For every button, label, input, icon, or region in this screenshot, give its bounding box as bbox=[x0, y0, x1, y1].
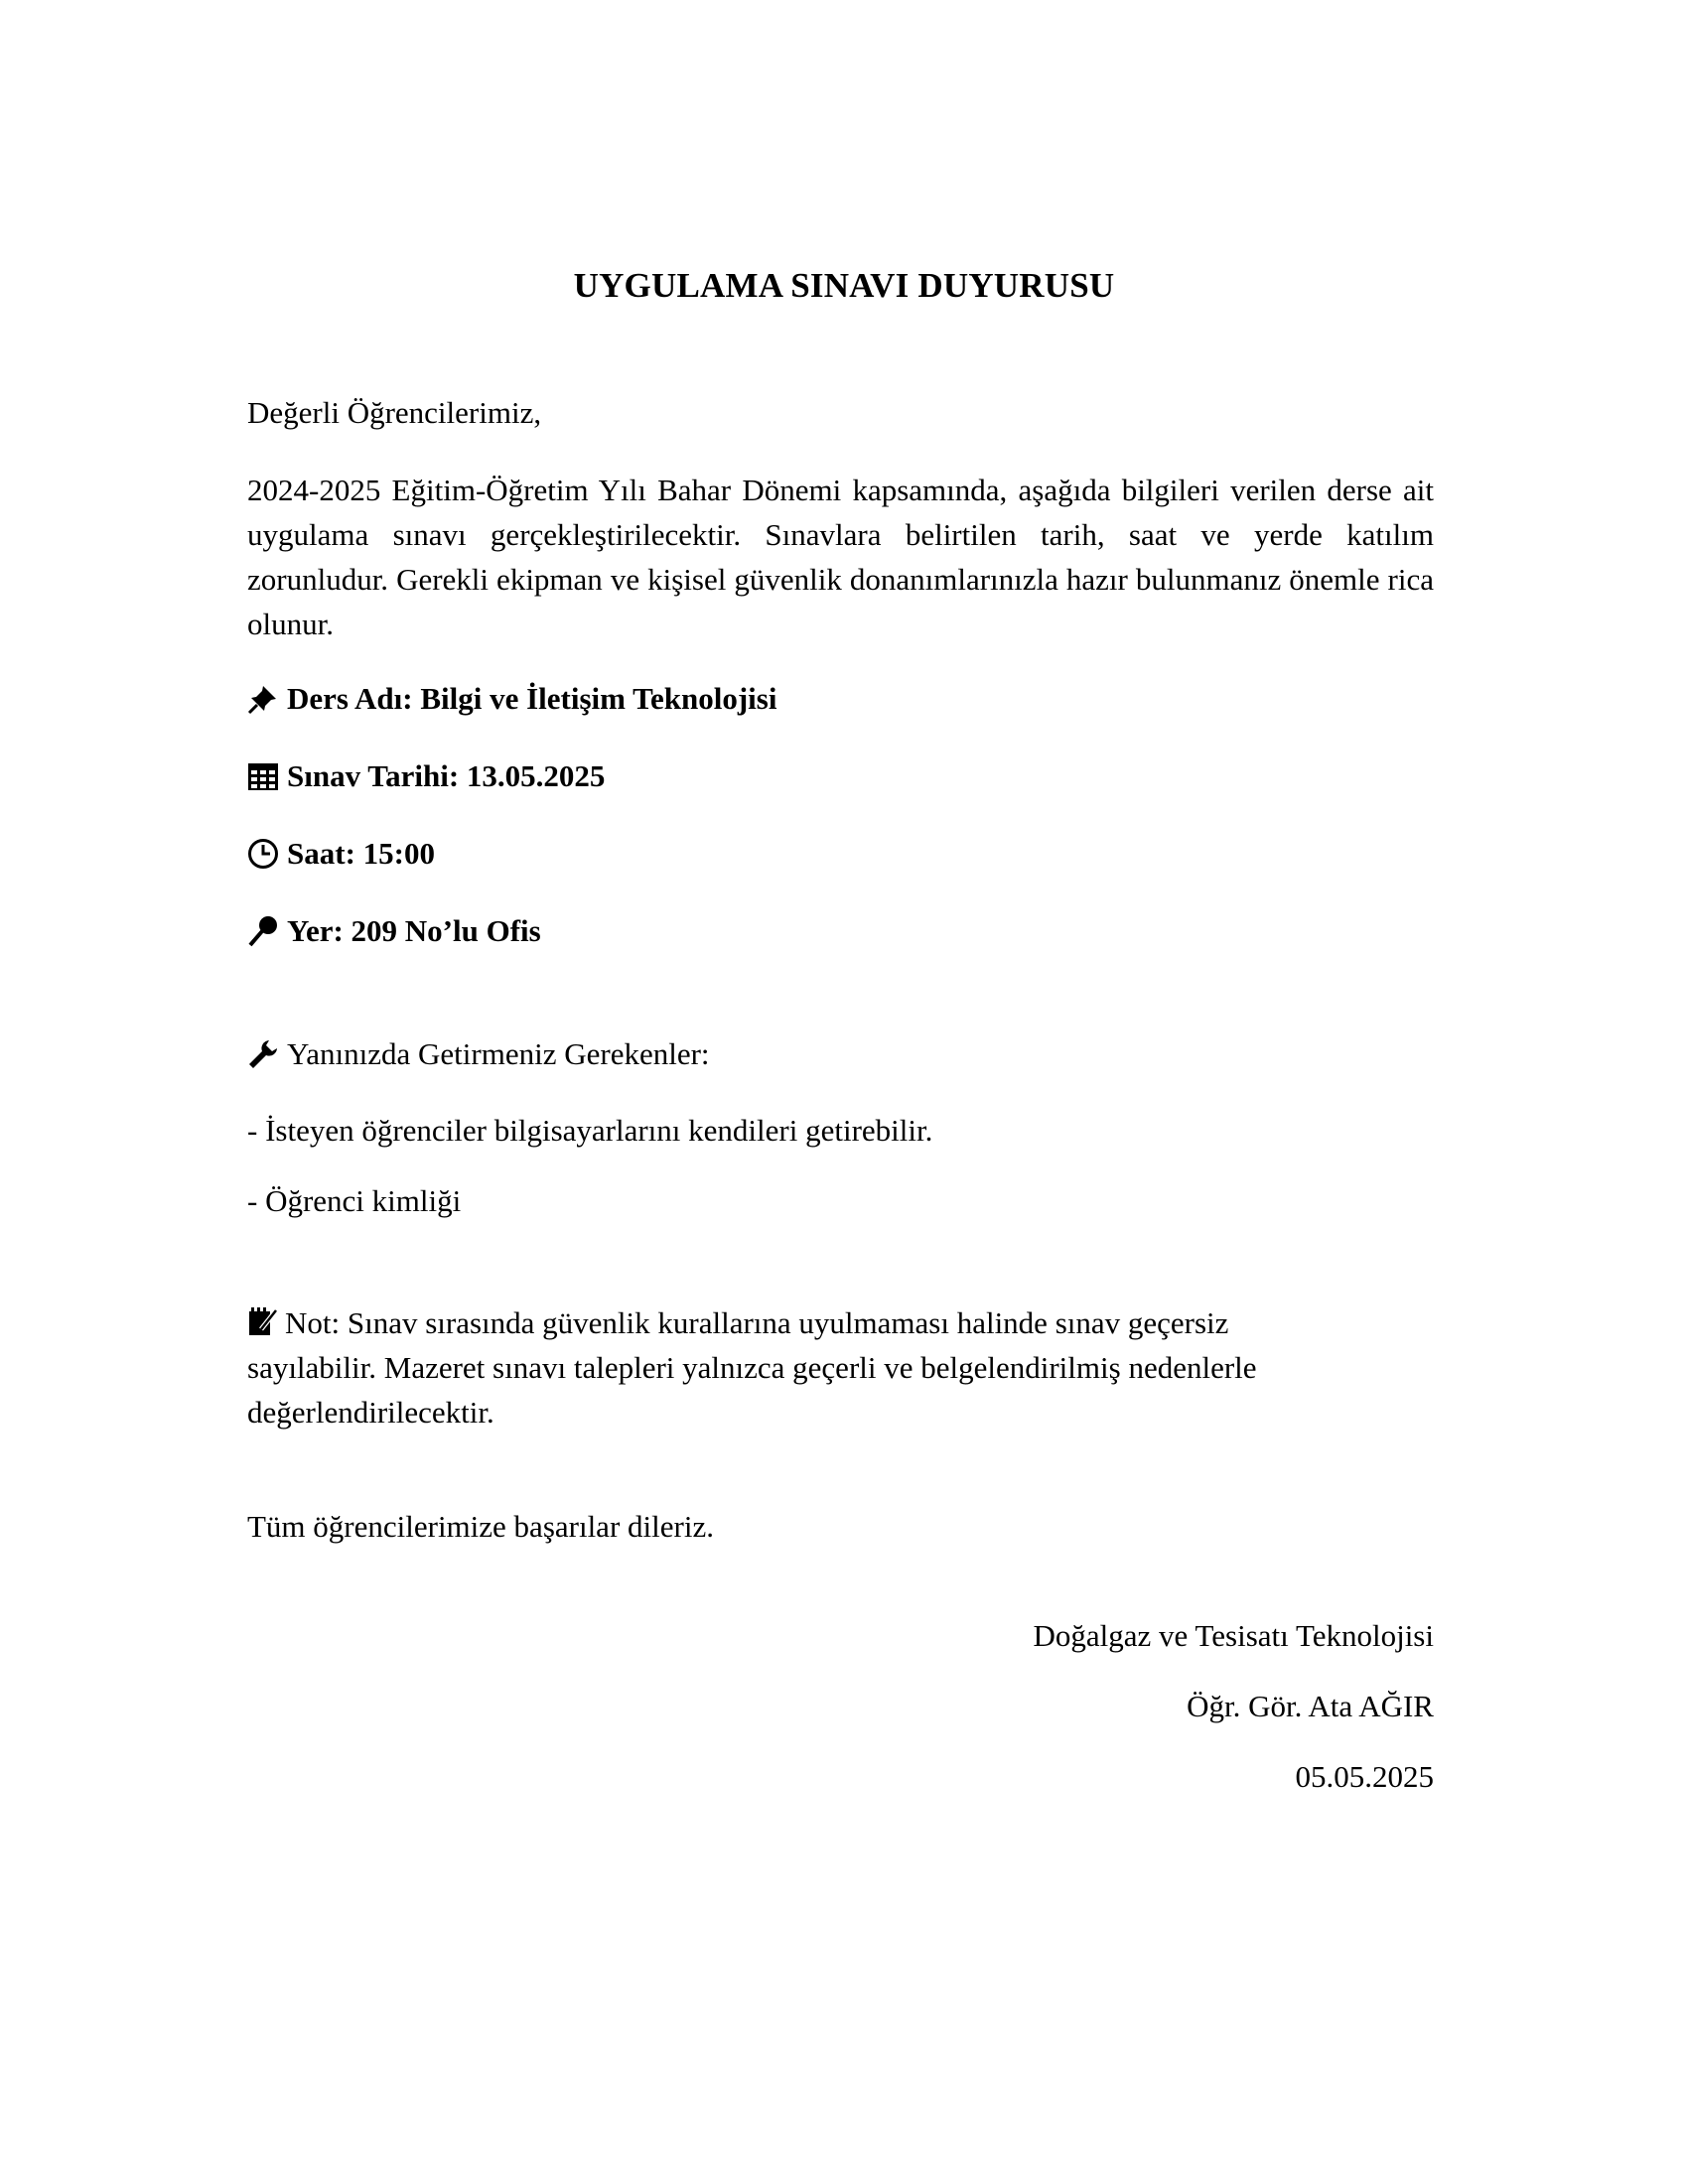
wrench-icon bbox=[247, 1038, 279, 1070]
greeting: Değerli Öğrencilerimiz, bbox=[247, 395, 542, 430]
closing-line: Tüm öğrencilerimize başarılar dileriz. bbox=[247, 1509, 714, 1544]
note-paragraph bbox=[247, 1300, 1359, 1434]
bring-item-1: - İsteyen öğrenciler bilgisayarlarını kendileri getirebilir. bbox=[247, 1113, 933, 1148]
pushpin-icon bbox=[247, 683, 279, 715]
page-title: UYGULAMA SINAVI DUYURUSU bbox=[573, 266, 1115, 305]
signature-department: Doğalgaz ve Tesisatı Teknolojisi bbox=[1033, 1618, 1434, 1653]
location-pin-icon bbox=[247, 915, 279, 947]
place-row bbox=[247, 913, 541, 949]
intro-paragraph: 2024-2025 Eğitim-Öğretim Yılı Bahar Dönemi kapsamında, aşağıda bilgileri verilen derse ait uygulama sınavı gerçekleştirilecektir. Sınavlara belirtilen tarih, saat ve yerde katılım zorunludur. Gerekli ekipman ve kişisel güvenlik donanımlarınızla hazır bulunmanız önemle rica olunur. bbox=[247, 473, 1434, 641]
bring-heading: Yanınızda Getirmeniz Gerekenler: bbox=[287, 1036, 710, 1071]
exam-time-label: Saat: 15:00 bbox=[287, 836, 435, 871]
clock-icon bbox=[247, 838, 279, 870]
note-text: Not: Sınav sırasında güvenlik kurallarına uyulmaması halinde sınav geçersiz sayılabilir. Mazeret sınavı talepleri yalnızca geçerli ve belgelendirilmiş nedenlerle değerlendirilecektir. bbox=[247, 1305, 1257, 1430]
memo-icon bbox=[247, 1305, 279, 1337]
time-row bbox=[247, 836, 435, 872]
bring-heading-row bbox=[247, 1036, 710, 1072]
course-row bbox=[247, 681, 776, 717]
bring-item-2: - Öğrenci kimliği bbox=[247, 1183, 462, 1218]
signature-name: Öğr. Gör. Ata AĞIR bbox=[1187, 1689, 1434, 1723]
exam-place-label: Yer: 209 No’lu Ofis bbox=[287, 913, 541, 948]
calendar-icon bbox=[247, 760, 279, 792]
exam-date-label: Sınav Tarihi: 13.05.2025 bbox=[287, 758, 606, 793]
date-row bbox=[247, 758, 605, 794]
signature-date: 05.05.2025 bbox=[1295, 1759, 1434, 1794]
course-label: Ders Adı: Bilgi ve İletişim Teknolojisi bbox=[287, 681, 777, 716]
